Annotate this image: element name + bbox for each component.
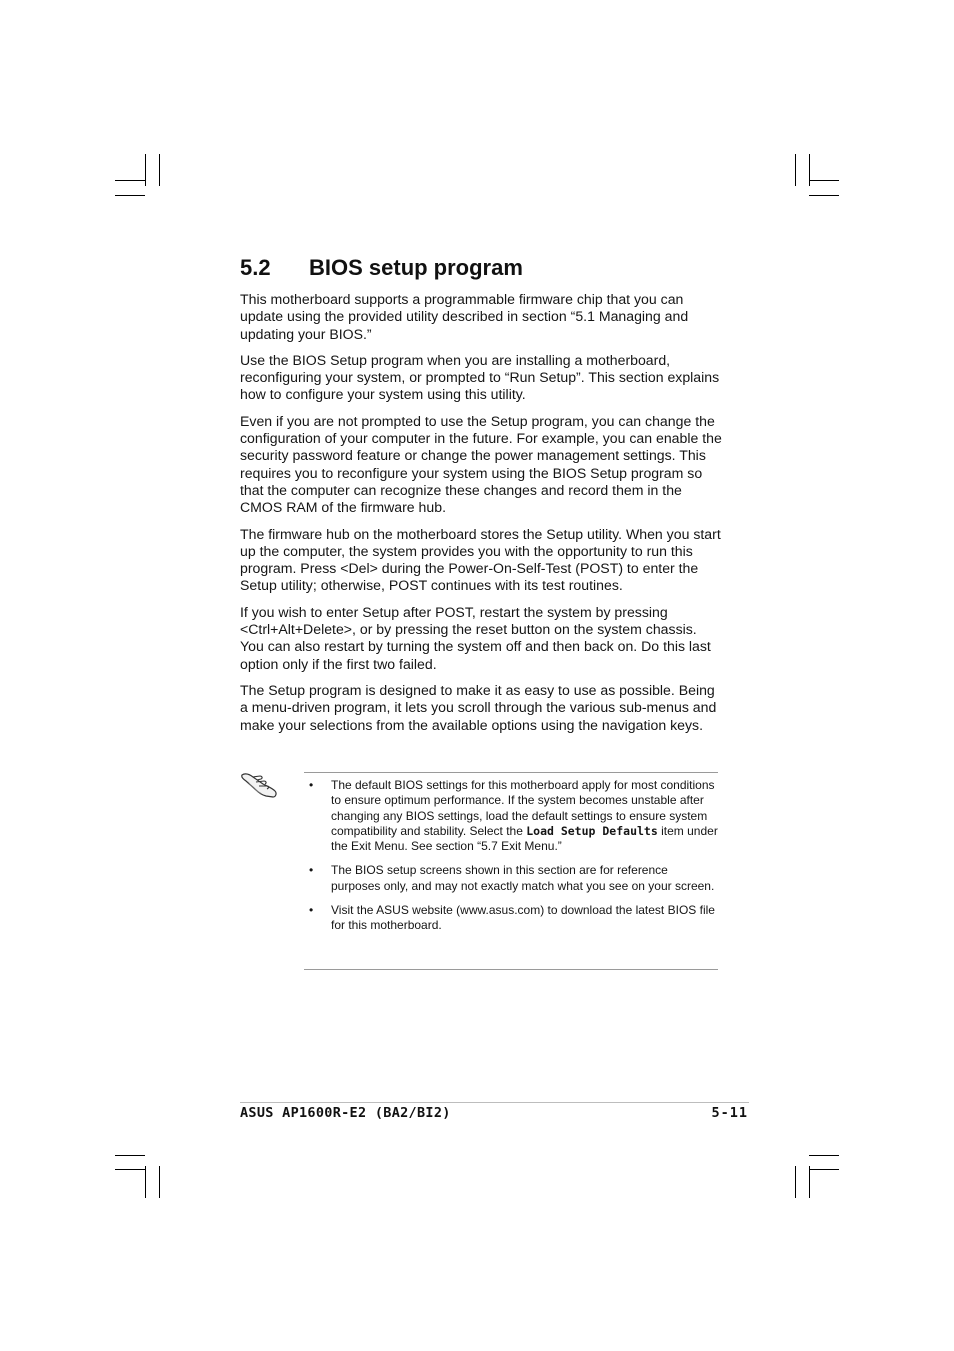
section-title: BIOS setup program — [309, 255, 523, 280]
crop-mark — [145, 1166, 146, 1198]
page-number: 5-11 — [711, 1105, 748, 1121]
crop-mark — [145, 154, 146, 186]
note-hand-icon — [240, 770, 280, 800]
footer-product: ASUS AP1600R-E2 (BA2/BI2) — [240, 1105, 451, 1121]
crop-mark — [115, 1169, 145, 1170]
crop-mark — [115, 195, 145, 196]
crop-mark — [809, 1169, 839, 1170]
paragraph: Use the BIOS Setup program when you are installing a motherboard, reconfiguring your system, or prompted to “Run Setup”. This section explains how to configure your system using this utility. — [240, 351, 720, 403]
crop-mark — [115, 180, 145, 181]
note-item — [304, 863, 718, 894]
crop-mark — [115, 1155, 145, 1156]
body-text — [240, 291, 722, 743]
crop-mark — [795, 1166, 796, 1198]
crop-mark — [159, 154, 160, 186]
section-number: 5.2 — [240, 255, 271, 280]
paragraph: The Setup program is designed to make it as easy to use as possible. Being a menu-driven program, it lets you scroll through the various sub-menus and make your selections from the available options using the navigation keys. — [240, 681, 717, 733]
paragraph: Even if you are not prompted to use the Setup program, you can change the configuration of your computer in the future. For example, you can enable the security password feature or change the power management settings. This requires you to reconfigure your system using the BIOS Setup program so that the computer can recognize these changes and record them in the CMOS RAM of the firmware hub. — [240, 412, 722, 516]
note-box — [304, 772, 718, 970]
note-item — [304, 778, 718, 854]
section-heading — [240, 253, 523, 283]
menu-command: Load Setup Defaults — [526, 823, 658, 838]
crop-mark — [159, 1166, 160, 1198]
crop-mark — [809, 154, 810, 186]
note-text: The BIOS setup screens shown in this section are for reference purposes only, and may not exactly match what you see on your screen. — [331, 863, 715, 893]
crop-mark — [809, 1155, 839, 1156]
footer-rule — [240, 1102, 749, 1103]
crop-mark — [809, 195, 839, 196]
note-text: item under the Exit Menu. See section “5.7 Exit Menu.” — [331, 823, 718, 854]
bullet: • — [309, 903, 314, 918]
paragraph: If you wish to enter Setup after POST, restart the system by pressing <Ctrl+Alt+Delete>, or by pressing the reset button on the system chassis. You can also restart by turning the system off and then back on. Do this last option only if the first two failed. — [240, 603, 711, 672]
crop-mark — [795, 154, 796, 186]
bullet: • — [309, 778, 314, 792]
note-text: Visit the ASUS website (www.asus.com) to download the latest BIOS file for this motherboard. — [331, 903, 715, 933]
note-item — [304, 903, 718, 934]
crop-mark — [809, 1166, 810, 1198]
note-text: The default BIOS settings for this motherboard apply for most conditions to ensure optimum performance. If the system becomes unstable after changing any BIOS settings, load the default settings to ensure system compatibility and stability. Select the — [331, 778, 715, 838]
paragraph: The firmware hub on the motherboard stores the Setup utility. When you start up the computer, the system provides you with the opportunity to run this program. Press <Del> during the Power-On-Self-Test (POST) to enter the Setup utility; otherwise, POST continues with its test routines. — [240, 525, 721, 594]
crop-mark — [809, 180, 839, 181]
bullet: • — [309, 863, 314, 878]
paragraph: This motherboard supports a programmable firmware chip that you can update using the provided utility described in section “5.1 Managing and updating your BIOS.” — [240, 291, 689, 342]
